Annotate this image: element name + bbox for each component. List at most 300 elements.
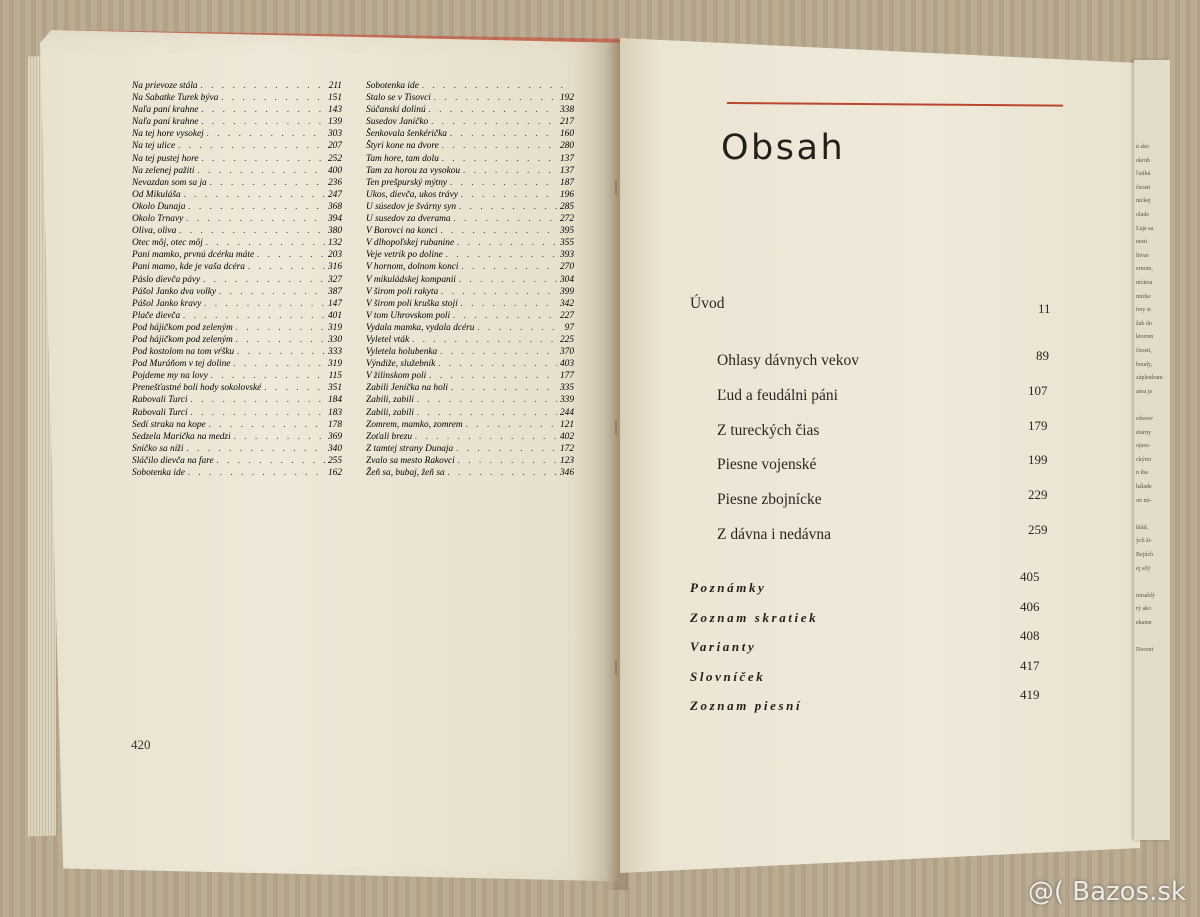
index-row: [132, 177, 342, 189]
adjacent-page-text-fragment: ľudkú: [1136, 171, 1151, 178]
adjacent-page-text-fragment: čnosti: [1136, 184, 1151, 191]
song-title: Sníčko sa níži: [132, 443, 184, 454]
index-row: [366, 213, 574, 225]
song-page-number: 338: [559, 105, 574, 116]
toc-appendix-label: Slovníček: [690, 668, 766, 684]
dot-leader: [217, 455, 325, 467]
song-title: Susedov Janíčko: [366, 117, 429, 128]
song-page-number: 380: [327, 226, 342, 237]
dot-leader: [457, 237, 557, 249]
index-row: [132, 419, 342, 431]
song-page-number: 217: [559, 117, 574, 128]
song-page-number: 162: [327, 468, 342, 478]
song-page-number: 400: [327, 165, 342, 176]
dot-leader: [450, 177, 557, 189]
song-title: Na Sabatke Turek býva: [132, 93, 219, 104]
index-row: [366, 419, 574, 431]
adjacent-page-text-fragment: amu je: [1136, 388, 1153, 395]
index-row: [366, 286, 574, 298]
dot-leader: [219, 286, 325, 298]
toc-appendix-page: 417: [1020, 657, 1040, 673]
dot-leader: [458, 455, 557, 467]
song-title: Rabovali Turci: [132, 395, 188, 406]
index-row: [132, 322, 342, 334]
dot-leader: [207, 128, 325, 140]
index-row: [132, 443, 342, 455]
index-row: [132, 358, 342, 370]
song-page-number: 184: [327, 395, 342, 406]
index-row: [366, 261, 574, 273]
song-title: V širom poli rakyta: [366, 286, 439, 297]
song-title: Od Mikuláša: [132, 189, 181, 200]
toc-appendix-label: Zoznam piesní: [690, 698, 803, 713]
index-row: [366, 310, 574, 322]
song-page-number: 342: [559, 298, 574, 309]
song-page-number: 327: [327, 274, 342, 285]
dot-leader: [209, 419, 325, 431]
dot-leader: [248, 261, 325, 273]
adjacent-page-text-fragment: Bejúch: [1136, 552, 1153, 558]
toc-section-label: Piesne zbojnícke: [717, 491, 822, 509]
song-page-number: 97: [564, 322, 574, 333]
song-page-number: 196: [559, 189, 574, 200]
index-row: [132, 334, 342, 346]
song-page-number: 187: [559, 177, 574, 188]
dot-leader: [429, 370, 557, 382]
song-title: U súsedov je švárny syn: [366, 201, 457, 212]
right-page: [620, 38, 1140, 873]
left-page-number: 420: [131, 737, 151, 752]
song-title: Naľa paní krahne: [132, 117, 199, 128]
dot-leader: [188, 467, 325, 479]
song-title: V mikuládskej kompanii: [366, 274, 456, 285]
song-title: Pani mamo, kde je vaša dcéra: [132, 262, 245, 273]
song-page-number: 225: [559, 334, 574, 345]
adjacent-page-text-fragment: hlúd,: [1136, 524, 1149, 531]
dot-leader: [442, 153, 557, 165]
dot-leader: [234, 431, 325, 443]
song-page-number: 393: [559, 250, 574, 261]
song-title: Okolo Dunaja: [132, 201, 186, 212]
dot-leader: [450, 128, 557, 140]
song-title: Žeň sa, bubaj, žeň sa: [366, 468, 445, 478]
song-page-number: 368: [327, 201, 342, 212]
song-title: Zabili Jeníčka na holi: [366, 383, 449, 394]
song-page-number: 395: [559, 226, 574, 237]
toc-section-label: Piesne vojenské: [717, 456, 817, 474]
dot-leader: [201, 80, 326, 92]
toc-section-page: 259: [1028, 522, 1048, 537]
song-page-number: 123: [559, 455, 574, 466]
song-page-number: 335: [559, 383, 574, 394]
index-row: [366, 104, 574, 116]
song-page-number: 272: [559, 214, 574, 225]
dot-leader: [237, 346, 325, 358]
toc-section-page: 199: [1028, 452, 1048, 468]
song-page-number: 339: [559, 395, 574, 406]
toc-section-label: Ohlasy dávnych vekov: [717, 352, 860, 369]
song-title: Vyletel vták: [366, 334, 410, 345]
song-title: Rabovali Turci: [132, 407, 188, 418]
adjacent-page-text-fragment: Ľaje sa: [1136, 225, 1154, 232]
dot-leader: [451, 382, 557, 394]
song-title: Sláčilo dievča na fare: [132, 455, 214, 466]
song-title: Na tej pustej hore: [132, 153, 199, 164]
song-title: Šenkovala šenkérička: [366, 129, 447, 140]
song-title: Súčanskí dolinú: [366, 105, 426, 116]
adjacent-page-text-fragment: misablý: [1136, 592, 1155, 599]
dot-leader: [438, 358, 557, 370]
toc-appendix-label: Zoznam skratiek: [690, 609, 819, 625]
song-title: U susedov za dverama: [366, 214, 451, 225]
song-title: Pod kostolom na tom vŕšku: [132, 347, 235, 358]
toc-appendix-page: 419: [1020, 687, 1040, 702]
song-page-number: 147: [327, 298, 342, 309]
song-page-number: 178: [327, 419, 342, 430]
toc-appendix-page: 408: [1020, 628, 1040, 643]
dot-leader: [204, 298, 325, 310]
binding-stitch: [615, 420, 617, 434]
index-row: [366, 334, 574, 346]
song-title: Sobotenka ide: [366, 81, 419, 91]
index-row: [132, 140, 342, 152]
index-row: [366, 128, 574, 140]
toc-section-label: Z dávna i nedávna: [717, 526, 832, 543]
song-page-number: 333: [327, 347, 342, 358]
toc-section-label: Ľud a feudálni páni: [717, 386, 838, 404]
dot-leader: [210, 177, 325, 189]
dot-leader: [184, 189, 325, 201]
song-page-number: 370: [559, 347, 574, 358]
adjacent-page-text-fragment: olade: [1136, 212, 1149, 218]
dot-leader: [257, 249, 325, 261]
dot-leader: [441, 286, 557, 298]
index-row: [132, 298, 342, 310]
index-row: [366, 298, 574, 310]
song-page-number: 346: [559, 468, 574, 478]
index-row: [132, 274, 342, 286]
song-title: Sobotenka ide: [132, 468, 185, 478]
dot-leader: [459, 274, 557, 286]
song-title: Pášol Janko kravy: [132, 298, 202, 309]
index-row: [132, 310, 342, 322]
bazos-watermark: @( Bazos.sk: [1027, 877, 1186, 907]
index-row: [366, 322, 574, 334]
dot-leader: [461, 189, 557, 201]
adjacent-page-text-fragment: ernom,: [1136, 266, 1153, 273]
dot-leader: [453, 310, 557, 322]
adjacent-page-text-fragment: okruh: [1136, 157, 1150, 164]
song-page-number: 132: [327, 238, 342, 249]
index-row: [366, 407, 574, 419]
song-title: Vydala mamka, vydala dcéru: [366, 322, 475, 333]
song-page-number: 143: [327, 105, 342, 116]
song-title: Štyri kone na dvore: [366, 141, 439, 152]
dot-leader: [203, 274, 325, 286]
adjacent-page-text-fragment: čnosti,: [1136, 348, 1152, 354]
song-title: Z tamtej strany Dunaja: [366, 443, 454, 454]
dot-leader: [236, 334, 325, 346]
song-title: Naľa paní krahne: [132, 105, 199, 116]
song-page-number: 270: [559, 262, 574, 273]
adjacent-page-text-fragment: ej silý: [1136, 565, 1151, 572]
song-title: V dlhopoľskej rubanine: [366, 238, 455, 249]
dot-leader: [422, 80, 571, 92]
index-row: [366, 189, 574, 201]
adjacent-page-text-fragment: n iba: [1136, 470, 1148, 477]
index-row: [366, 274, 574, 286]
song-title: V širom poli kruška stojí: [366, 298, 458, 309]
toc-section-page: 107: [1028, 382, 1048, 398]
index-row: [366, 237, 574, 249]
adjacent-page-text-fragment: Docent: [1136, 647, 1154, 654]
adjacent-page-text-fragment: ojaro-: [1136, 443, 1151, 450]
dot-leader: [440, 346, 557, 358]
song-title: V žilinskom poli: [366, 371, 427, 382]
song-page-number: 160: [559, 129, 574, 140]
song-title: Na zelenej pažiti: [132, 165, 195, 176]
song-title: Nevazdan som sa ja: [132, 177, 207, 188]
song-title: Plače dievča: [132, 310, 181, 321]
song-page-number: 399: [559, 286, 574, 297]
index-row: [366, 80, 574, 92]
index-row: [132, 80, 342, 92]
song-title: Výndiže, služebník: [366, 359, 436, 370]
index-row: [366, 225, 574, 237]
song-page-number: 403: [559, 359, 574, 370]
song-title: V tom Uhrovskom poli: [366, 310, 451, 321]
song-page-number: 121: [559, 419, 574, 430]
index-column-b: [366, 80, 574, 479]
song-page-number: 183: [327, 407, 342, 418]
adjacent-page-text-fragment: hálade: [1136, 484, 1152, 490]
index-row: [366, 177, 574, 189]
dot-leader: [183, 310, 325, 322]
dot-leader: [236, 322, 325, 334]
song-page-number: 137: [559, 165, 574, 176]
song-title: Okolo Trnavy: [132, 214, 184, 225]
adjacent-page-text-fragment: ktorom: [1136, 334, 1154, 341]
dot-leader: [463, 165, 557, 177]
adjacent-page-text-fragment: žab do: [1136, 320, 1152, 327]
index-row: [132, 201, 342, 213]
page-title: Obsah: [721, 128, 846, 168]
toc-intro-page: 11: [1038, 301, 1051, 316]
index-row: [132, 225, 342, 237]
adjacent-page-text-fragment: nickej: [1136, 198, 1151, 205]
index-row: [132, 92, 342, 104]
index-row: [132, 116, 342, 128]
song-title: Sedzela Marička na medzi: [132, 431, 231, 442]
song-title: Stalo se v Tisovci: [366, 93, 431, 104]
adjacent-page-text-fragment: zápletdram: [1136, 375, 1163, 382]
adjacent-page-text-fragment: micke: [1136, 293, 1151, 300]
dot-leader: [454, 213, 557, 225]
index-row: [132, 128, 342, 140]
song-page-number: 211: [328, 81, 342, 91]
song-page-number: 285: [559, 201, 574, 212]
index-row: [366, 116, 574, 128]
adjacent-page-text-fragment: edsoov: [1136, 416, 1153, 422]
binding-stitch: [615, 180, 617, 194]
song-title: Ukos, dievča, ukos trávy: [366, 189, 458, 200]
index-row: [132, 237, 342, 249]
song-title: Zabili, zabili: [366, 407, 414, 418]
toc-appendix-label: Poznámky: [690, 580, 767, 595]
adjacent-page-text-fragment: rý ako: [1136, 606, 1152, 613]
song-title: Tam hore, tam dolu: [366, 153, 439, 164]
index-row: [132, 165, 342, 177]
song-page-number: 355: [559, 238, 574, 249]
index-row: [132, 213, 342, 225]
song-title: Pod Muráňom v tej doline: [132, 359, 231, 370]
song-title: V Borovci na konci: [366, 226, 438, 237]
index-row: [366, 358, 574, 370]
adjacent-page-text-fragment: n ako: [1136, 144, 1150, 150]
song-page-number: 304: [559, 274, 574, 285]
song-page-number: 387: [327, 286, 342, 297]
song-page-number: 137: [559, 153, 574, 164]
dot-leader: [429, 104, 557, 116]
dot-leader: [201, 104, 325, 116]
binding-stitch: [615, 660, 617, 674]
index-column-a: [132, 80, 342, 479]
dot-leader: [206, 237, 325, 249]
song-page-number: 177: [559, 371, 574, 382]
index-row: [132, 407, 342, 419]
song-page-number: 192: [559, 93, 574, 104]
song-title: Na tej ulice: [132, 141, 176, 152]
toc-section-page: 229: [1028, 487, 1048, 503]
song-page-number: 207: [327, 141, 342, 152]
song-page-number: 151: [327, 93, 342, 104]
dot-leader: [415, 431, 557, 443]
song-page-number: 172: [559, 443, 574, 454]
dot-leader: [179, 225, 325, 237]
dot-leader: [202, 153, 325, 165]
adjacent-page-text-fragment: eiarny: [1136, 429, 1151, 436]
dot-leader: [459, 201, 557, 213]
adjacent-page-text-fragment: nickou: [1136, 280, 1153, 286]
dot-leader: [434, 92, 557, 104]
dot-leader: [477, 322, 561, 334]
song-page-number: 319: [327, 359, 342, 370]
index-row: [132, 189, 342, 201]
index-row: [366, 370, 574, 382]
song-title: Na prievoze stála: [132, 81, 198, 91]
song-page-number: 255: [327, 455, 342, 466]
index-row: [132, 104, 342, 116]
index-row: [132, 467, 342, 479]
dot-leader: [191, 394, 325, 406]
toc-appendix-label: Varianty: [690, 639, 757, 654]
toc-section-page: 179: [1028, 417, 1048, 433]
song-title: Veje vetrík po doline: [366, 250, 443, 261]
song-page-number: 330: [327, 334, 342, 345]
dot-leader: [187, 443, 325, 455]
index-row: [132, 431, 342, 443]
dot-leader: [456, 443, 557, 455]
dot-leader: [178, 140, 325, 152]
dot-leader: [188, 201, 325, 213]
song-page-number: 280: [559, 141, 574, 152]
song-title: Oliva, oliva: [132, 226, 177, 237]
index-row: [132, 394, 342, 406]
dot-leader: [264, 382, 325, 394]
dot-leader: [191, 407, 325, 419]
index-row: [366, 431, 574, 443]
dot-leader: [412, 334, 557, 346]
toc-intro-label: Úvod: [690, 295, 725, 312]
index-row: [366, 443, 574, 455]
toc-appendix-page: 406: [1020, 598, 1040, 614]
song-page-number: 247: [327, 189, 342, 200]
song-title: Pani mamko, prvnú dcérku máte: [132, 250, 255, 261]
dot-leader: [211, 370, 326, 382]
song-title: Otec môj, otec môj: [132, 238, 203, 249]
song-page-number: 203: [327, 250, 342, 261]
song-title: Prenešťastné boli hody sokolovské: [132, 383, 262, 394]
index-row: [132, 370, 342, 382]
dot-leader: [442, 140, 557, 152]
song-page-number: 252: [327, 153, 342, 164]
song-title: Zabili, zabili: [366, 395, 414, 406]
dot-leader: [466, 419, 557, 431]
song-page-number: 340: [327, 443, 342, 454]
song-title: Pod hájičkom pod zeleným: [132, 322, 233, 333]
index-row: [132, 455, 342, 467]
song-title: Vyletela holubenka: [366, 347, 438, 358]
song-page-number: 115: [328, 371, 342, 382]
index-row: [132, 249, 342, 261]
index-row: [366, 153, 574, 165]
index-row: [366, 201, 574, 213]
toc-section-page: 89: [1036, 348, 1049, 363]
song-title: V hornom, dolnom konci: [366, 262, 459, 273]
song-title: Sedí straka na kope: [132, 419, 206, 430]
index-row: [366, 455, 574, 467]
index-row: [366, 92, 574, 104]
index-row: [366, 249, 574, 261]
song-page-number: 394: [327, 214, 342, 225]
dot-leader: [446, 249, 557, 261]
song-title: Na tej hore vysokej: [132, 129, 204, 140]
song-title: Pojdeme my na lovy: [132, 371, 208, 382]
toc-appendix-page: 405: [1020, 569, 1040, 584]
song-page-number: 244: [559, 407, 574, 418]
dot-leader: [233, 358, 325, 370]
adjacent-page-text-fragment: ých ši-: [1136, 538, 1153, 545]
index-row: [366, 382, 574, 394]
song-title: Zoťali brezu: [366, 431, 413, 442]
adjacent-page-strip: [1134, 60, 1170, 840]
dot-leader: [198, 165, 325, 177]
toc-section-label: Z tureckých čias: [717, 421, 820, 439]
dot-leader: [431, 116, 557, 128]
dot-leader: [417, 407, 557, 419]
song-title: Zvalo sa mesto Rakovci: [366, 455, 455, 466]
song-page-number: 303: [327, 129, 342, 140]
song-page-number: 369: [327, 431, 342, 442]
dot-leader: [441, 225, 557, 237]
adjacent-page-text-fragment: trey si: [1136, 307, 1151, 314]
index-row: [132, 286, 342, 298]
index-row: [366, 165, 574, 177]
index-row: [132, 261, 342, 273]
dot-leader: [221, 92, 325, 104]
adjacent-page-text-fragment: litvar: [1136, 252, 1149, 259]
index-row: [366, 394, 574, 406]
